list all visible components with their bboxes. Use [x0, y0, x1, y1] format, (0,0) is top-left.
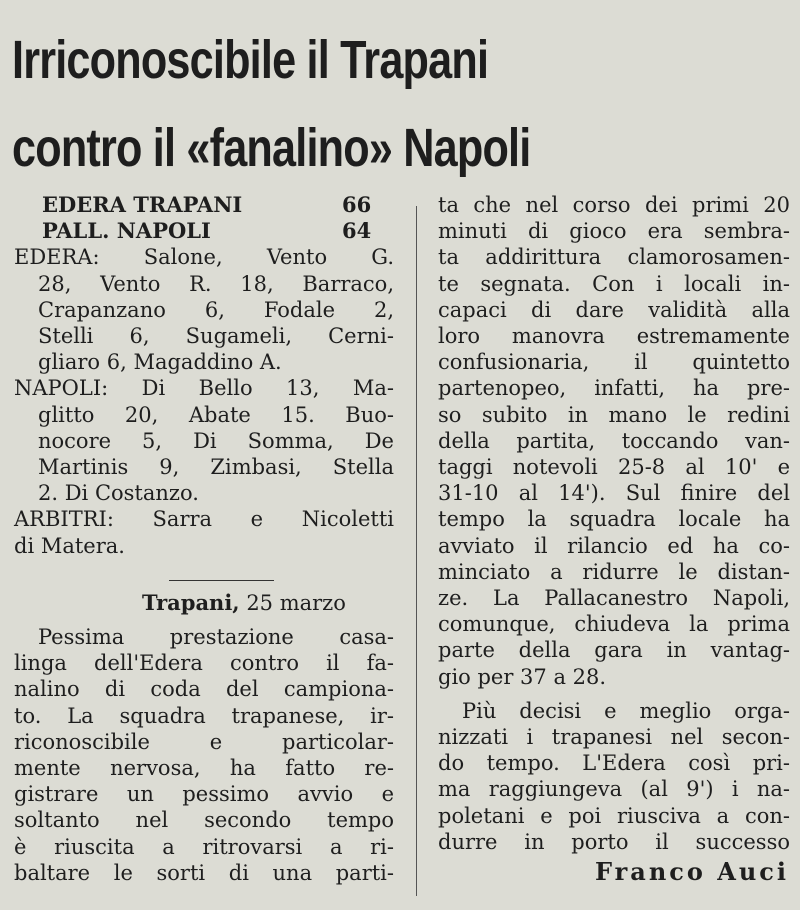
- article-body-right-p1: [438, 192, 790, 690]
- dateline-place: Trapani,: [142, 589, 240, 615]
- text-line: baltare le sorti di una parti-: [14, 860, 394, 885]
- text-line: to. La squadra trapanese, ir-: [14, 703, 394, 728]
- text-line: ARBITRI: Sarra e Nicoletti: [14, 507, 394, 532]
- lineup-edera: [14, 244, 394, 375]
- headline-line-1: Irriconoscibile il Trapani: [12, 30, 489, 90]
- text-line: mente nervosa, ha fatto re-: [14, 756, 394, 781]
- text-line: Stelli 6, Sugameli, Cerni-: [38, 324, 394, 349]
- text-line: minciato a ridurre le distan-: [438, 559, 790, 584]
- text-line: comunque, chiudeva la prima: [438, 612, 790, 637]
- dateline-date: 25 marzo: [246, 590, 346, 615]
- text-line: nalino di coda del campiona-: [14, 677, 394, 702]
- text-line: della partita, toccando van-: [438, 428, 790, 453]
- text-line: glitto 20, Abate 15. Buo-: [38, 402, 394, 427]
- byline: Franco Auci: [595, 857, 790, 886]
- score-team: EDERA TRAPANI: [42, 192, 243, 217]
- text-line: gio per 37 a 28.: [438, 664, 607, 689]
- text-line: durre in porto il successo: [438, 829, 790, 854]
- text-line: partenopeo, infatti, ha pre-: [438, 376, 790, 401]
- text-line: nocore 5, Di Somma, De: [38, 428, 394, 453]
- left-column: [14, 192, 394, 886]
- text-line: gliaro 6, Magaddino A.: [38, 350, 282, 375]
- text-line: di Matera.: [14, 533, 125, 558]
- text-line: riconoscibile e particolar-: [14, 729, 394, 754]
- text-line: avviato il rilancio ed ha co-: [438, 533, 790, 558]
- text-line: Pessima prestazione casa-: [38, 625, 394, 650]
- text-line: poletani e poi riusciva a con-: [438, 803, 790, 828]
- article-body-left: [14, 624, 394, 886]
- article-body-right-p2: [438, 698, 790, 855]
- text-line: EDERA: Salone, Vento G.: [14, 245, 394, 270]
- text-line: loro manovra estremamente: [438, 324, 790, 349]
- text-line: Martinis 9, Zimbasi, Stella: [38, 455, 394, 480]
- text-line: Più decisi e meglio orga-: [462, 698, 790, 723]
- text-line: ta che nel corso dei primi 20: [438, 193, 790, 217]
- score-value: 66: [342, 192, 372, 217]
- lineup-napoli: [14, 375, 394, 506]
- referees: [14, 506, 394, 558]
- text-line: so subito in mano le redini: [438, 402, 790, 427]
- headline-line-2: contro il «fanalino» Napoli: [12, 118, 531, 178]
- text-line: capaci di dare validità alla: [438, 297, 790, 322]
- text-line: tempo la squadra locale ha: [438, 507, 790, 532]
- right-column: [438, 192, 790, 855]
- text-line: ma raggiungeva (al 9') i na-: [438, 777, 790, 802]
- dateline: [14, 590, 394, 616]
- text-line: linga dell'Edera contro il fa-: [14, 651, 394, 676]
- score-row-napoli: [14, 218, 394, 244]
- text-line: è riuscita a ritrovarsi a ri-: [14, 834, 394, 859]
- text-line: ze. La Pallacanestro Napoli,: [438, 586, 790, 611]
- text-line: te segnata. Con i locali in-: [438, 271, 790, 296]
- text-line: 2. Di Costanzo.: [38, 481, 199, 506]
- text-line: Crapanzano 6, Fodale 2,: [38, 297, 394, 322]
- text-line: taggi notevoli 25-8 al 10' e: [438, 455, 790, 480]
- text-line: 31-10 al 14'). Sul finire del: [438, 481, 790, 506]
- text-line: gistrare un pessimo avvio e: [14, 782, 394, 807]
- text-line: minuti di gioco era sembra-: [438, 219, 790, 244]
- column-divider: [416, 206, 417, 896]
- text-line: confusionaria, il quintetto: [438, 350, 790, 375]
- text-line: NAPOLI: Di Bello 13, Ma-: [14, 376, 394, 401]
- text-line: 28, Vento R. 18, Barraco,: [38, 271, 394, 296]
- text-line: soltanto nel secondo tempo: [14, 808, 394, 833]
- score-value: 64: [342, 218, 372, 244]
- score-row-edera: [14, 192, 394, 218]
- text-line: parte della gara in vantag-: [438, 638, 790, 663]
- score-team: PALL. NAPOLI: [42, 218, 211, 244]
- section-rule: [169, 580, 274, 581]
- text-line: nizzati i trapanesi nel secon-: [438, 725, 790, 750]
- text-line: ta addirittura clamorosamen-: [438, 245, 790, 270]
- text-line: do tempo. L'Edera così pri-: [438, 751, 790, 776]
